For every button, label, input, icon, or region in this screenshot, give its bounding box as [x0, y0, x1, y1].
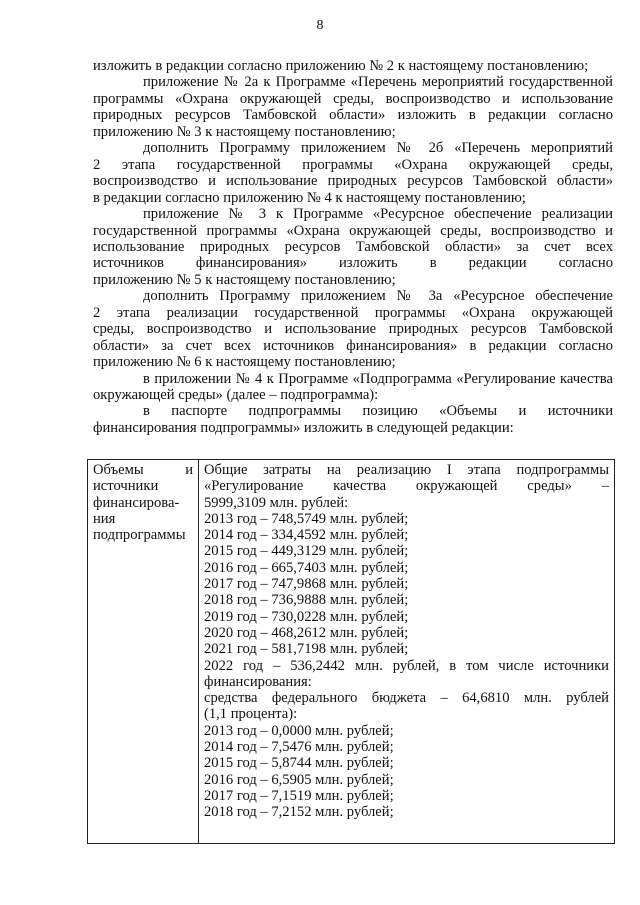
- cell-line: 2018 год – 7,2152 млн. рублей;: [204, 804, 394, 821]
- body-line: природных ресурсов Тамбовской области» изложить в редакции согласно: [93, 107, 613, 124]
- body-line: воспроизводство и использование природных ресурсов Тамбовской области»: [93, 173, 613, 190]
- cell-line: 2016 год – 6,5905 млн. рублей;: [204, 771, 394, 788]
- cell-line: ния: [93, 510, 116, 527]
- cell-line: финансирова-: [93, 494, 180, 511]
- cell-line: 2015 год – 449,3129 млн. рублей;: [204, 543, 409, 560]
- cell-line: 2015 год – 5,8744 млн. рублей;: [204, 755, 394, 772]
- body-line: области» за счет всех источников финансирования» в редакции согласно: [93, 337, 613, 354]
- cell-line: 2018 год – 736,9888 млн. рублей;: [204, 592, 409, 609]
- body-line: в редакции согласно приложению № 4 к настоящему постановлению;: [93, 189, 526, 206]
- cell-line: 2022 год – 536,2442 млн. рублей, в том числе источники: [204, 657, 609, 674]
- cell-line: финансирования:: [204, 673, 312, 690]
- cell-line: 2019 год – 730,0228 млн. рублей;: [204, 608, 409, 625]
- body-line: изложить в редакции согласно приложению № 2 к настоящему постановлению;: [93, 58, 589, 74]
- body-line: среды, воспроизводство и использование природных ресурсов Тамбовской: [93, 321, 613, 338]
- body-line: использование природных ресурсов Тамбовской области» за счет всех: [93, 238, 613, 255]
- body-line: 2 этапа государственной программы «Охрана окружающей среды,: [93, 156, 613, 173]
- table-cell-label: [88, 460, 199, 844]
- body-line: приложению № 6 к настоящему постановлению;: [93, 354, 396, 371]
- cell-line: 2020 год – 468,2612 млн. рублей;: [204, 624, 409, 641]
- table-cell-value: [199, 460, 615, 844]
- table-row: [88, 460, 615, 844]
- cell-line: 2014 год – 334,4592 млн. рублей;: [204, 527, 409, 544]
- body-line: источников финансирования» изложить в редакции согласно: [93, 255, 613, 272]
- cell-line: 2013 год – 0,0000 млн. рублей;: [204, 722, 394, 739]
- cell-line: (1,1 процента):: [204, 706, 298, 723]
- cell-line: Общие затраты на реализацию I этапа подпрограммы: [204, 462, 609, 478]
- cell-line: «Регулирование качества окружающей среды» –: [204, 478, 609, 495]
- cell-line: 2014 год – 7,5476 млн. рублей;: [204, 739, 394, 756]
- body-line: приложение № 3 к Программе «Ресурсное обеспечение реализации: [143, 206, 613, 223]
- body-line: 2 этапа реализации государственной программы «Охрана окружающей: [93, 304, 613, 321]
- cell-line: 5999,3109 млн. рублей:: [204, 494, 349, 511]
- body-line: приложению № 3 к настоящему постановлению;: [93, 123, 396, 140]
- body-line: приложение № 2а к Программе «Перечень мероприятий государственной: [143, 74, 613, 91]
- body-line: дополнить Программу приложением № 3а «Ресурсное обеспечение: [143, 288, 613, 305]
- cell-line: 2016 год – 665,7403 млн. рублей;: [204, 559, 409, 576]
- body-line: дополнить Программу приложением № 2б «Перечень мероприятий: [143, 140, 613, 157]
- body-line: государственной программы «Охрана окружающей среды, воспроизводство и: [93, 222, 613, 239]
- cell-line: Объемы и: [93, 462, 193, 478]
- body-line: программы «Охрана окружающей среды, воспроизводство и использование: [93, 90, 613, 107]
- cell-line: средства федерального бюджета – 64,6810 млн. рублей: [204, 690, 609, 707]
- body-line: финансирования подпрограммы» изложить в следующей редакции:: [93, 419, 514, 436]
- cell-line: 2021 год – 581,7198 млн. рублей;: [204, 641, 409, 658]
- cell-line: 2013 год – 748,5749 млн. рублей;: [204, 510, 409, 527]
- cell-line: 2017 год – 747,9868 млн. рублей;: [204, 576, 409, 593]
- cell-line: подпрограммы: [93, 527, 186, 544]
- body-line: окружающей среды» (далее – подпрограмма):: [93, 387, 379, 403]
- cell-line: источники: [93, 478, 159, 495]
- passport-table: [87, 459, 615, 844]
- body-line: приложению № 5 к настоящему постановлению;: [93, 271, 396, 288]
- page-number: 8: [316, 18, 324, 33]
- cell-line: 2017 год – 7,1519 млн. рублей;: [204, 787, 394, 804]
- body-line: в паспорте подпрограммы позицию «Объемы и источники: [143, 403, 613, 420]
- body-line: в приложении № 4 к Программе «Подпрограмма «Регулирование качества: [143, 370, 613, 387]
